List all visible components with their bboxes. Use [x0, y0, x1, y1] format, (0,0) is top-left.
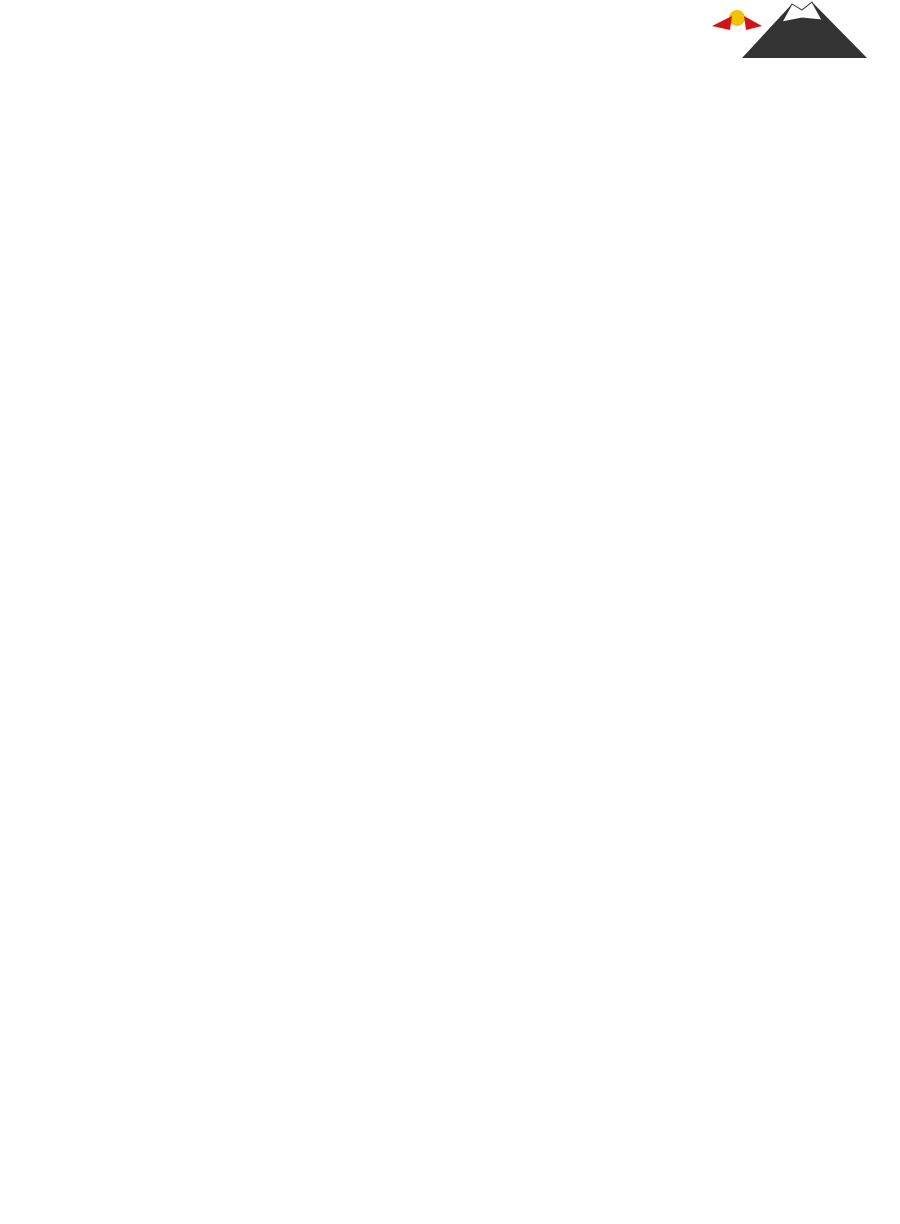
mountain-logo-graphic	[652, 0, 872, 60]
event-logo	[652, 0, 872, 78]
